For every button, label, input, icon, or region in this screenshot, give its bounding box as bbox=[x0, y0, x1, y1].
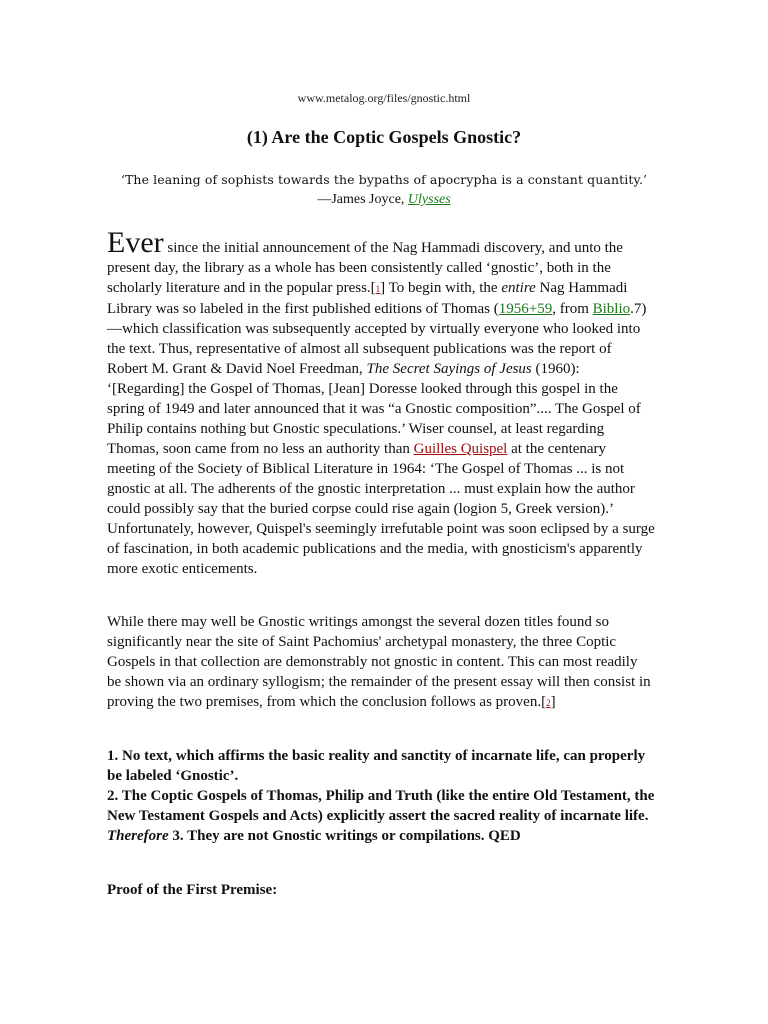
therefore-label: Therefore bbox=[107, 828, 169, 844]
paragraph-syllogism bbox=[107, 612, 655, 713]
premise-1: 1. No text, which affirms the basic reality and sanctity of incarnate life, can properly be labeled ‘Gnostic’. bbox=[107, 748, 646, 784]
p1-text-2: ] To begin with, the bbox=[380, 280, 502, 296]
p1-text-4: , from bbox=[552, 301, 593, 317]
epigraph bbox=[0, 170, 768, 210]
epigraph-quote: ‘The leaning of sophists towards the bypaths of apocrypha is a constant quantity.’ bbox=[120, 172, 648, 187]
p1-text-1: since the initial announcement of the Nag Hammadi discovery, and unto the present day, the library as a whole has been consistently called ‘gnostic’, both in the scholarly literature and in the popular press.[ bbox=[107, 240, 623, 296]
p2-close: ] bbox=[550, 694, 556, 710]
page-url: www.metalog.org/files/gnostic.html bbox=[297, 91, 471, 105]
p1-text-5: .7)—which classification was subsequently accepted by virtually everyone who looked into the text. Thus, representative of almost all subsequent publications was the report of Robert M. Grant & David Noel Freedman, bbox=[107, 301, 647, 377]
premise-2: 2. The Coptic Gospels of Thomas, Philip and Truth (like the entire Old Testament, the New Testament Gospels and Acts) explicitly assert the sacred reality of incarnate life. bbox=[107, 788, 655, 824]
p1-text-6: (1960): ‘[Regarding] the Gospel of Thomas, [Jean] Doresse looked through this gospel in the spring of 1949 and later announced that it was “a Gnostic composition”.... The Gospel of Philip contains nothing but Gnostic speculations.’ Wiser counsel, at least regarding Thomas, soon came from no less an authority than bbox=[107, 361, 641, 457]
footnote-link-2[interactable]: 2 bbox=[546, 698, 551, 708]
ulysses-link[interactable]: Ulysses bbox=[407, 192, 451, 207]
biblio-link[interactable]: Biblio bbox=[592, 301, 631, 317]
p1-text-3: Nag Hammadi Library was so labeled in the first published editions of Thomas ( bbox=[107, 280, 628, 317]
quispel-link[interactable]: Guilles Quispel bbox=[413, 441, 508, 457]
paragraph-intro bbox=[107, 228, 655, 579]
premises-block bbox=[107, 746, 655, 846]
footnote-link-1[interactable]: 1 bbox=[375, 284, 381, 294]
premise-3 bbox=[107, 826, 655, 846]
p2-text: While there may well be Gnostic writings amongst the several dozen titles found so significantly near the site of Saint Pachomius' archetypal monastery, the three Coptic Gospels in that collection are demonstrably not gnostic in content. This can most readily be shown via an ordinary syllogism; the remainder of the present essay will then consist in proving the two premises, from which the conclusion follows as proven.[ bbox=[107, 614, 651, 710]
section-heading-first-premise: Proof of the First Premise: bbox=[107, 882, 278, 898]
book-title: The Secret Sayings of Jesus bbox=[366, 361, 532, 377]
epigraph-attribution bbox=[0, 190, 768, 210]
conclusion-text: 3. They are not Gnostic writings or compilations. QED bbox=[168, 828, 521, 844]
p1-text-7: at the centenary meeting of the Society of Biblical Literature in 1964: ‘The Gospel of Thomas ... is not gnostic at all. The adherents of the gnostic interpretation ... must explain how the author could possibly say that the buried corpse could rise again (logion 5, Greek version).’ Unfortunately, however, Quispel's seemingly irrefutable point was soon eclipsed by a surge of fascination, in both academic publications and the media, with gnosticism's apparently more exotic enticements. bbox=[107, 441, 655, 577]
page-title: (1) Are the Coptic Gospels Gnostic? bbox=[246, 127, 522, 147]
p1-emphasis-entire: entire bbox=[501, 280, 536, 296]
link-1956[interactable]: 1956+59 bbox=[498, 301, 553, 317]
attribution-author: —James Joyce, bbox=[317, 192, 408, 207]
dropcap: Ever bbox=[107, 226, 164, 259]
